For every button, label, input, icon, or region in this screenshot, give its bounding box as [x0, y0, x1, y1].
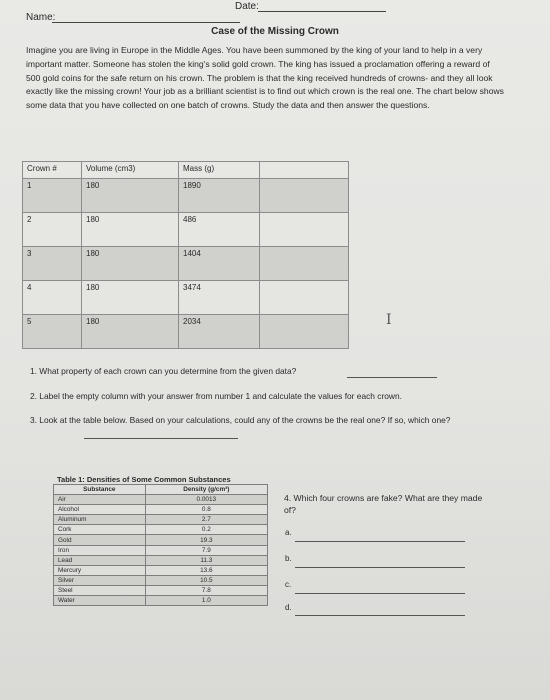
question-1-answer-line[interactable]: [347, 377, 437, 378]
answer-cell[interactable]: [260, 179, 349, 213]
substance-cell: Mercury: [54, 565, 146, 575]
question-2: 2. Label the empty column with your answer from number 1 and calculate the values for each crown.: [30, 391, 402, 401]
empty-column-header[interactable]: [260, 162, 349, 179]
crown-number-header: Crown #: [23, 162, 82, 179]
volume-cell: 180: [82, 213, 179, 247]
substance-cell: Water: [54, 596, 146, 606]
answer-cell[interactable]: [260, 315, 349, 349]
table-row: [54, 515, 268, 525]
density-cell: 0.2: [145, 525, 267, 535]
volume-cell: 180: [82, 315, 179, 349]
table-row: [23, 315, 349, 349]
substance-cell: Alcohol: [54, 505, 146, 515]
density-cell: 0.0013: [145, 495, 267, 505]
table-row: [23, 179, 349, 213]
substance-cell: Silver: [54, 575, 146, 585]
substance-cell: Steel: [54, 585, 146, 595]
volume-cell: 180: [82, 247, 179, 281]
substance-header: Substance: [54, 485, 146, 495]
mass-header: Mass (g): [179, 162, 260, 179]
answer-cell[interactable]: [260, 213, 349, 247]
substance-cell: Lead: [54, 555, 146, 565]
table-row: [54, 575, 268, 585]
date-answer-line[interactable]: [258, 11, 386, 12]
density-table: [53, 484, 268, 606]
table-row: [54, 545, 268, 555]
mass-cell: 486: [179, 213, 260, 247]
answer-letter-a: a.: [285, 528, 292, 537]
answer-line-c[interactable]: [295, 593, 465, 594]
crown-number-cell: 5: [23, 315, 82, 349]
density-cell: 2.7: [145, 515, 267, 525]
answer-line-d[interactable]: [295, 615, 465, 616]
substance-cell: Gold: [54, 535, 146, 545]
table-row: [23, 213, 349, 247]
answer-line-b[interactable]: [295, 567, 465, 568]
volume-cell: 180: [82, 179, 179, 213]
volume-header: Volume (cm3): [82, 162, 179, 179]
table-row: [23, 247, 349, 281]
table-row: [54, 525, 268, 535]
density-cell: 13.6: [145, 565, 267, 575]
table-row: [54, 535, 268, 545]
question-4: 4. Which four crowns are fake? What are they made of?: [284, 493, 483, 515]
density-cell: 0.8: [145, 505, 267, 515]
density-cell: 7.9: [145, 545, 267, 555]
answer-cell[interactable]: [260, 247, 349, 281]
crown-number-cell: 2: [23, 213, 82, 247]
table-row: [54, 495, 268, 505]
crown-number-cell: 1: [23, 179, 82, 213]
mass-cell: 2034: [179, 315, 260, 349]
density-table-title: Table 1: Densities of Some Common Substances: [57, 475, 231, 484]
intro-paragraph: Imagine you are living in Europe in the Middle Ages. You have been summoned by the king of your land to help in a very important matter. Someone has stolen the king's solid gold crown. The king has issued a proclamation offering a reward of 500 gold coins for the safe return on his crown. The problem is that the king received hundreds of crowns- and they all look exactly like the missing crown! Your job as a brilliant scientist is to find out which crown is the real one. The chart below shows some data that you have collected on one batch of crowns. Study the data and then answer the questions.: [26, 45, 504, 111]
density-cell: 1.0: [145, 596, 267, 606]
substance-cell: Aluminum: [54, 515, 146, 525]
name-label: Name:: [26, 12, 56, 23]
crown-number-cell: 4: [23, 281, 82, 315]
crown-data-table: [22, 161, 349, 349]
question-3-answer-line[interactable]: [84, 438, 238, 439]
answer-letter-b: b.: [285, 554, 292, 563]
density-cell: 10.5: [145, 575, 267, 585]
table-row: [54, 596, 268, 606]
table-row: [54, 555, 268, 565]
density-cell: 11.3: [145, 555, 267, 565]
substance-cell: Air: [54, 495, 146, 505]
page-title: Case of the Missing Crown: [211, 26, 339, 37]
name-answer-line[interactable]: [52, 22, 240, 23]
answer-letter-d: d.: [285, 603, 292, 612]
table-row: [54, 585, 268, 595]
mass-cell: 1404: [179, 247, 260, 281]
answer-line-a[interactable]: [295, 541, 465, 542]
mass-cell: 1890: [179, 179, 260, 213]
answer-letter-c: c.: [285, 580, 292, 589]
crown-number-cell: 3: [23, 247, 82, 281]
substance-cell: Cork: [54, 525, 146, 535]
volume-cell: 180: [82, 281, 179, 315]
mass-cell: 3474: [179, 281, 260, 315]
answer-cell[interactable]: [260, 281, 349, 315]
date-label: Date:: [235, 1, 259, 12]
density-cell: 19.3: [145, 535, 267, 545]
table-row: [23, 281, 349, 315]
density-cell: 7.8: [145, 585, 267, 595]
table-row: [54, 565, 268, 575]
text-cursor-icon: I: [386, 312, 392, 328]
density-header: Density (g/cm³): [145, 485, 267, 495]
question-1: 1. What property of each crown can you determine from the given data?: [30, 366, 297, 376]
substance-cell: Iron: [54, 545, 146, 555]
table-row: [54, 505, 268, 515]
question-3: 3. Look at the table below. Based on your calculations, could any of the crowns be the real one? If so, which one?: [30, 415, 451, 425]
